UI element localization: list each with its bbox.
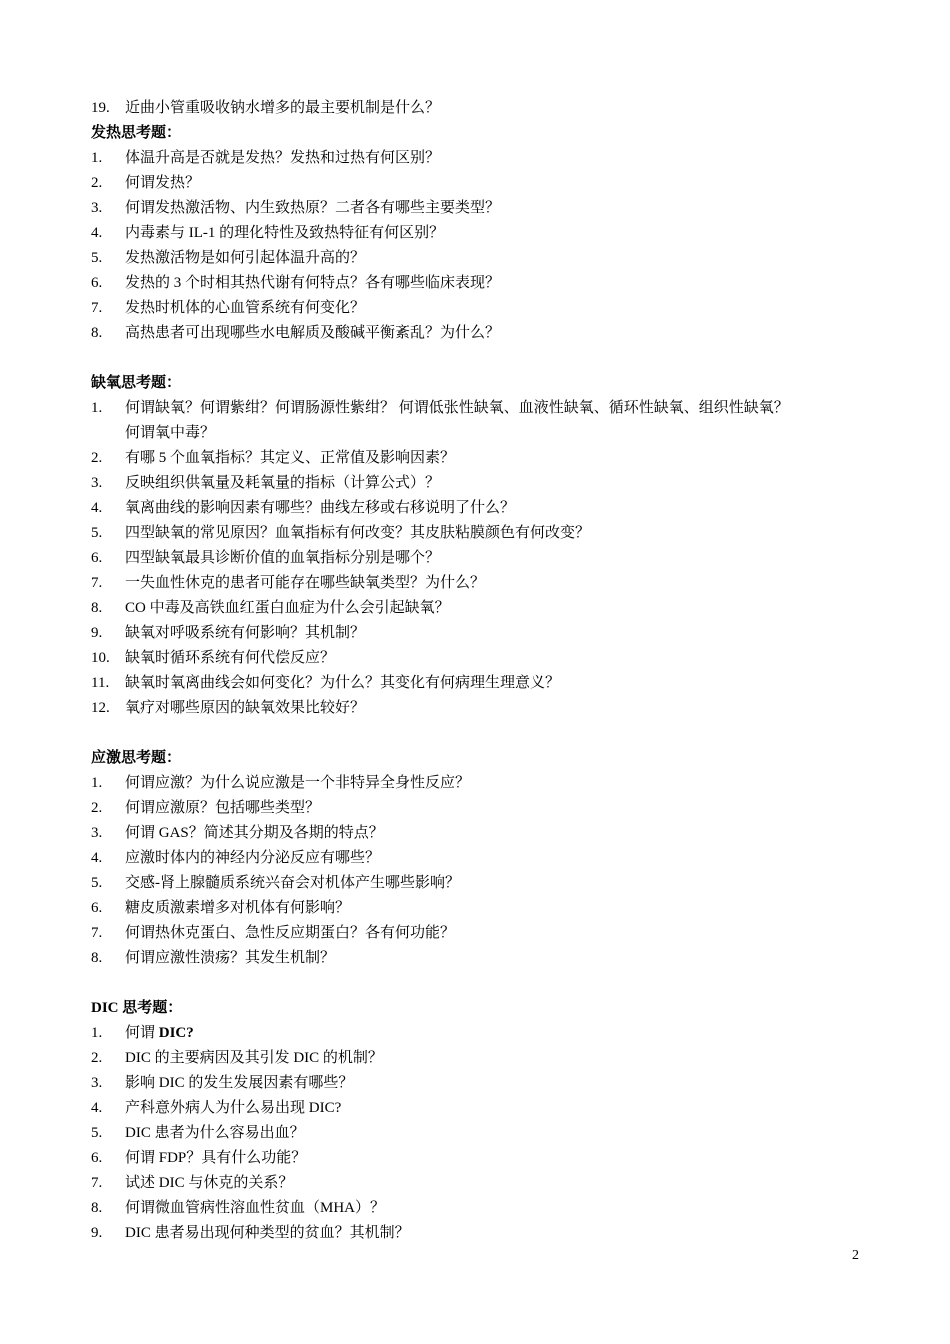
item-text: 何谓 GAS？简述其分期及各期的特点？ (125, 825, 384, 841)
item-text: 何谓应激原？包括哪些类型？ (125, 800, 321, 816)
item-number: 12. (91, 700, 110, 716)
list-item (91, 1146, 871, 1171)
item-text: 反映组织供氧量及耗氧量的指标（计算公式）？ (125, 475, 441, 491)
item-text: 发热的 3 个时相其热代谢有何特点？各有哪些临床表现？ (125, 275, 501, 291)
item-number: 1. (91, 150, 103, 166)
item-text: 何谓缺氧？何谓紫绀？何谓肠源性紫绀？ 何谓低张性缺氧、血液性缺氧、循环性缺氧、组织性缺氧？ (125, 400, 789, 416)
item-text: 何谓应激性溃疡？其发生机制？ (125, 950, 336, 966)
list-item (91, 596, 871, 621)
item-number: 7. (91, 925, 103, 941)
item-number: 7. (91, 300, 103, 316)
list-item (91, 496, 871, 521)
list-item (91, 1096, 871, 1121)
list-item (91, 446, 871, 471)
item-text: CO 中毒及高铁血红蛋白血症为什么会引起缺氧？ (125, 600, 450, 616)
list-item (91, 771, 871, 796)
item-number: 19. (91, 100, 110, 116)
section-heading-stress: 应激思考题： (91, 750, 182, 766)
item-text: 影响 DIC 的发生发展因素有哪些？ (125, 1075, 354, 1091)
list-item (91, 1021, 871, 1046)
list-item (91, 1071, 871, 1096)
list-item (91, 946, 871, 971)
spacer (91, 721, 871, 746)
list-item (91, 646, 871, 671)
item-number: 7. (91, 575, 103, 591)
item-text: 何谓发热？ (125, 175, 201, 191)
item-text (125, 1021, 194, 1046)
item-number: 5. (91, 875, 103, 891)
page-number: 2 (852, 1248, 859, 1263)
item-text: 糖皮质激素增多对机体有何影响？ (125, 900, 351, 916)
item-number: 9. (91, 625, 103, 641)
item-number: 5. (91, 250, 103, 266)
item-text: 缺氧时循环系统有何代偿反应？ (125, 650, 336, 666)
list-item (91, 621, 871, 646)
list-item (91, 1221, 871, 1246)
list-item (91, 1171, 871, 1196)
list-item (91, 146, 871, 171)
list-item (91, 921, 871, 946)
item-text: 何谓热休克蛋白、急性反应期蛋白？各有何功能？ (125, 925, 456, 941)
item-number: 11. (91, 675, 110, 691)
spacer (91, 971, 871, 996)
item-number: 4. (91, 1100, 103, 1116)
item-number: 7. (91, 1175, 103, 1191)
list-item (91, 1121, 871, 1146)
item-text: 何谓 FDP？具有什么功能？ (125, 1150, 307, 1166)
item-text: 发热激活物是如何引起体温升高的？ (125, 250, 366, 266)
item-number: 6. (91, 275, 103, 291)
list-item (91, 1196, 871, 1221)
item-text: 四型缺氧最具诊断价值的血氧指标分别是哪个？ (125, 550, 441, 566)
item-text: 缺氧时氧离曲线会如何变化？为什么？其变化有何病理生理意义？ (125, 675, 561, 691)
item-number: 2. (91, 1050, 103, 1066)
item-text: 发热时机体的心血管系统有何变化？ (125, 300, 366, 316)
item-text-bold: DIC? (158, 1025, 194, 1041)
item-text: DIC 患者易出现何种类型的贫血？其机制？ (125, 1225, 410, 1241)
list-item (91, 546, 871, 571)
item-text: 何谓微血管病性溶血性贫血（MHA）？ (125, 1200, 386, 1216)
item-text: 缺氧对呼吸系统有何影响？其机制？ (125, 625, 366, 641)
item-text: DIC 的主要病因及其引发 DIC 的机制？ (125, 1050, 383, 1066)
item-text: 一失血性休克的患者可能存在哪些缺氧类型？为什么？ (125, 575, 486, 591)
list-item (91, 296, 871, 321)
item-number: 1. (91, 1025, 103, 1041)
item-number: 8. (91, 1200, 103, 1216)
item-text: 产科意外病人为什么易出现 DIC? (125, 1100, 342, 1116)
fever-question-list (91, 146, 871, 346)
item-number: 3. (91, 200, 103, 216)
section-heading-dic: DIC 思考题： (91, 1000, 183, 1016)
list-item (91, 571, 871, 596)
list-item (91, 271, 871, 296)
item-text: 何谓发热激活物、内生致热原？二者各有哪些主要类型？ (125, 200, 501, 216)
item-text: 交感-肾上腺髓质系统兴奋会对机体产生哪些影响？ (125, 875, 460, 891)
item-number: 2. (91, 800, 103, 816)
item-text: 试述 DIC 与休克的关系？ (125, 1175, 294, 1191)
item-number: 6. (91, 550, 103, 566)
list-item (91, 796, 871, 821)
item-text: 何谓应激？为什么说应激是一个非特异全身性反应？ (125, 775, 471, 791)
item-number: 6. (91, 900, 103, 916)
list-item (91, 246, 871, 271)
section-heading-hypoxia: 缺氧思考题： (91, 375, 182, 391)
item-number: 1. (91, 400, 103, 416)
list-item (91, 96, 871, 121)
item-number: 4. (91, 500, 103, 516)
item-text-prefix: 何谓 (125, 1025, 159, 1041)
list-item (91, 221, 871, 246)
item-number: 3. (91, 825, 103, 841)
item-number: 5. (91, 525, 103, 541)
list-item (91, 396, 871, 421)
item-text: 体温升高是否就是发热？发热和过热有何区别？ (125, 150, 441, 166)
list-item (91, 521, 871, 546)
item-number: 3. (91, 1075, 103, 1091)
item-text: 内毒素与 IL-1 的理化特性及致热特征有何区别？ (125, 225, 445, 241)
list-item (91, 1046, 871, 1071)
item-number: 8. (91, 600, 103, 616)
item-text: 近曲小管重吸收钠水增多的最主要机制是什么？ (125, 100, 441, 116)
item-text: 应激时体内的神经内分泌反应有哪些？ (125, 850, 381, 866)
list-item (91, 321, 871, 346)
item-text: DIC 患者为什么容易出血？ (125, 1125, 305, 1141)
item-number: 2. (91, 450, 103, 466)
item-number: 2. (91, 175, 103, 191)
list-item (91, 196, 871, 221)
item-number: 3. (91, 475, 103, 491)
item-number: 5. (91, 1125, 103, 1141)
item-text: 有哪 5 个血氧指标？其定义、正常值及影响因素？ (125, 450, 456, 466)
document-body (91, 96, 871, 1246)
item-number: 4. (91, 850, 103, 866)
section-heading-fever: 发热思考题： (91, 125, 182, 141)
list-item (91, 846, 871, 871)
item-text: 高热患者可出现哪些水电解质及酸碱平衡紊乱？为什么？ (125, 325, 501, 341)
item-text: 氧离曲线的影响因素有哪些？曲线左移或右移说明了什么？ (125, 500, 516, 516)
list-item (91, 671, 871, 696)
list-item (91, 871, 871, 896)
item-number: 8. (91, 950, 103, 966)
item-number: 4. (91, 225, 103, 241)
item-text-continuation: 何谓氧中毒？ (125, 425, 216, 441)
stress-question-list (91, 771, 871, 971)
item-number: 9. (91, 1225, 103, 1241)
item-text: 四型缺氧的常见原因？血氧指标有何改变？其皮肤粘膜颜色有何改变？ (125, 525, 591, 541)
dic-question-list (91, 1021, 871, 1246)
item-number: 1. (91, 775, 103, 791)
list-item (91, 471, 871, 496)
item-number: 8. (91, 325, 103, 341)
list-item (91, 696, 871, 721)
list-item (91, 821, 871, 846)
item-text: 氧疗对哪些原因的缺氧效果比较好？ (125, 700, 366, 716)
item-number: 10. (91, 650, 110, 666)
spacer (91, 346, 871, 371)
list-item (91, 896, 871, 921)
list-item (91, 171, 871, 196)
item-number: 6. (91, 1150, 103, 1166)
hypoxia-question-list (91, 396, 871, 721)
